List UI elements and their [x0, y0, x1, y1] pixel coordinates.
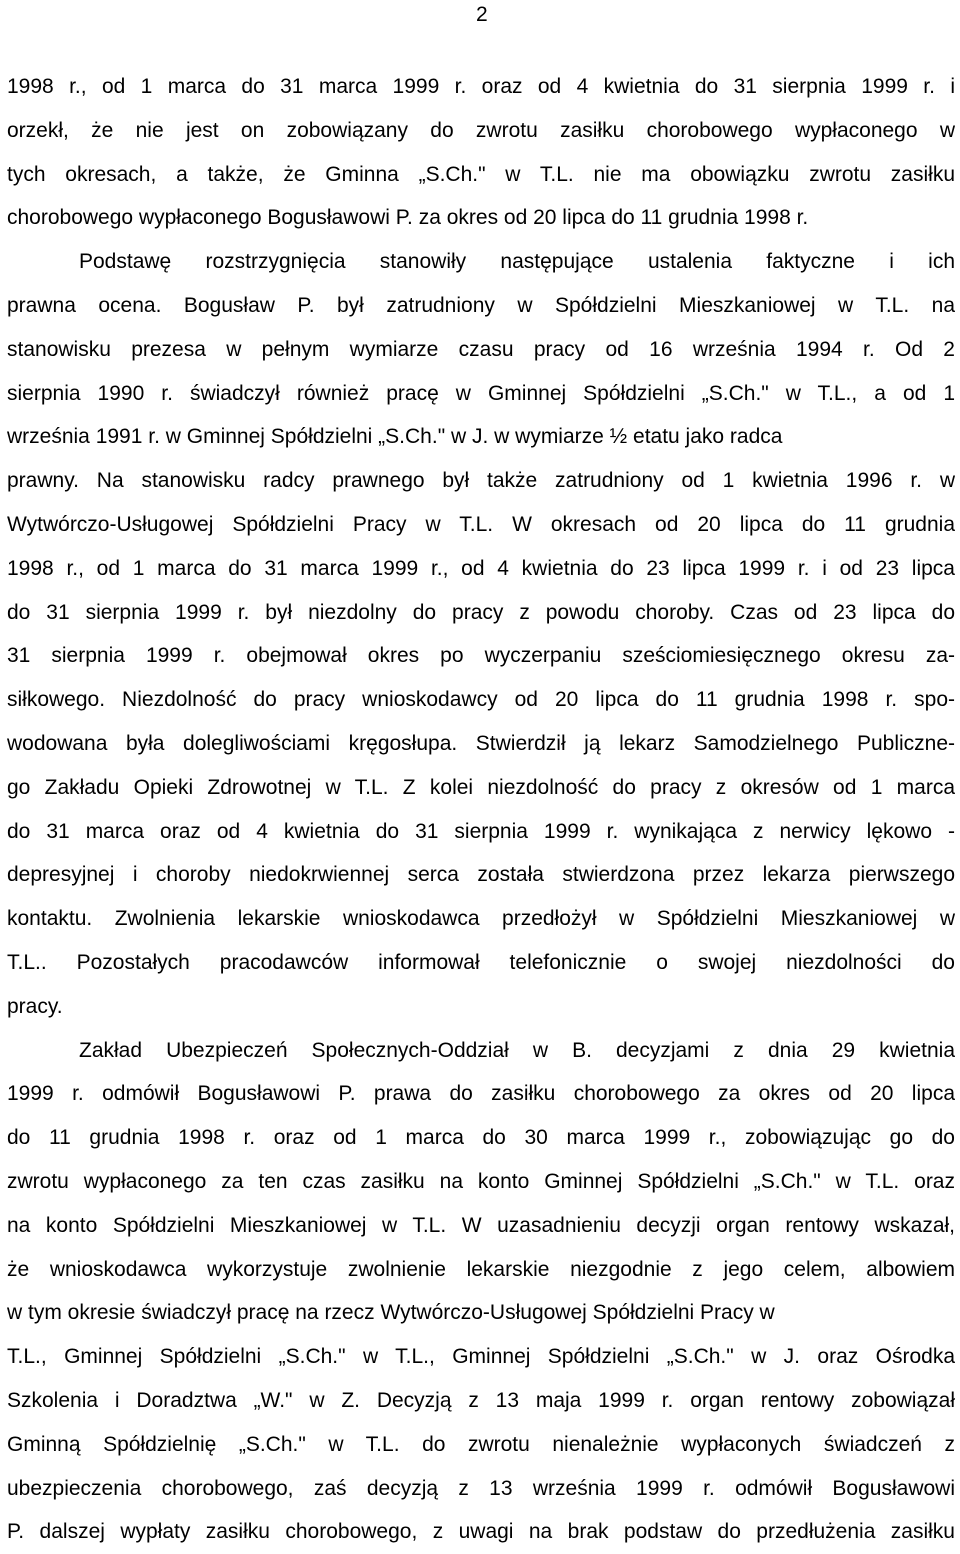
text-line: orzekł, że nie jest on zobowiązany do zwrotu zasiłku chorobowego wypłaconego w	[7, 118, 955, 142]
text-line: T.L., Gminnej Spółdzielni „S.Ch." w T.L., Gminnej Spółdzielni „S.Ch." w J. oraz Ośrodka	[7, 1345, 955, 1369]
text-line: 1999 r. odmówił Bogusławowi P. prawa do zasiłku chorobowego za okres od 20 lipca	[7, 1082, 955, 1106]
document-body	[7, 65, 955, 1554]
text-line: na konto Spółdzielni Mieszkaniowej w T.L. W uzasadnieniu decyzji organ rentowy wskazał,	[7, 1213, 955, 1237]
text-line: września 1991 r. w Gminnej Spółdzielni „S.Ch." w J. w wymiarze ½ etatu jako radca	[7, 425, 783, 449]
text-line: tych okresach, a także, że Gminna „S.Ch." w T.L. nie ma obowiązku zwrotu zasiłku	[7, 162, 955, 186]
text-line: 31 sierpnia 1999 r. obejmował okres po wyczerpaniu sześciomiesięcznego okresu za-	[7, 644, 955, 668]
text-line: go Zakładu Opieki Zdrowotnej w T.L. Z kolei niezdolność do pracy z okresów od 1 marca	[7, 775, 955, 799]
text-line: kontaktu. Zwolnienia lekarskie wnioskodawca przedłożył w Spółdzielni Mieszkaniowej w	[7, 907, 955, 931]
text-line: depresyjnej i choroby niedokrwiennej serca została stwierdzona przez lekarza pierwszego	[7, 863, 955, 887]
text-line: sierpnia 1990 r. świadczył również pracę w Gminnej Spółdzielni „S.Ch." w T.L., a od 1	[7, 381, 955, 405]
text-line: do 31 marca oraz od 4 kwietnia do 31 sierpnia 1999 r. wynikająca z nerwicy lękowo -	[7, 819, 955, 843]
text-line: Szkolenia i Doradztwa „W." w Z. Decyzją z 13 maja 1999 r. organ rentowy zobowiązał	[7, 1388, 955, 1412]
text-line: P. dalszej wypłaty zasiłku chorobowego, z uwagi na brak podstaw do przedłużenia zasiłku	[7, 1520, 955, 1544]
text-line: 1998 r., od 1 marca do 31 marca 1999 r., od 4 kwietnia do 23 lipca 1999 r. i od 23 lipca	[7, 556, 955, 580]
text-line: chorobowego wypłaconego Bogusławowi P. za okres od 20 lipca do 11 grudnia 1998 r.	[7, 206, 809, 230]
text-line: wodowana była dolegliwościami kręgosłupa. Stwierdził ją lekarz Samodzielnego Publiczne-	[7, 731, 955, 755]
text-line: siłkowego. Niezdolność do pracy wnioskodawcy od 20 lipca do 11 grudnia 1998 r. spo-	[7, 688, 955, 712]
text-line: stanowisku prezesa w pełnym wymiarze czasu pracy od 16 września 1994 r. Od 2	[7, 337, 955, 361]
text-line: Wytwórczo-Usługowej Spółdzielni Pracy w T.L. W okresach od 20 lipca do 11 grudnia	[7, 512, 955, 536]
text-line: że wnioskodawca wykorzystuje zwolnienie lekarskie niezgodnie z jego celem, albowiem	[7, 1257, 955, 1281]
text-line: T.L.. Pozostałych pracodawców informował telefonicznie o swojej niezdolności do	[7, 950, 955, 974]
text-line: pracy.	[7, 994, 63, 1018]
text-line: w tym okresie świadczył pracę na rzecz Wytwórczo-Usługowej Spółdzielni Pracy w	[7, 1301, 775, 1325]
text-line: ubezpieczenia chorobowego, zaś decyzją z 13 września 1999 r. odmówił Bogusławowi	[7, 1476, 955, 1500]
text-line: Zakład Ubezpieczeń Społecznych-Oddział w B. decyzjami z dnia 29 kwietnia	[79, 1038, 955, 1062]
text-line: zwrotu wypłaconego za ten czas zasiłku na konto Gminnej Spółdzielni „S.Ch." w T.L. oraz	[7, 1169, 955, 1193]
text-line: prawny. Na stanowisku radcy prawnego był także zatrudniony od 1 kwietnia 1996 r. w	[7, 469, 955, 493]
text-line: do 11 grudnia 1998 r. oraz od 1 marca do 30 marca 1999 r., zobowiązując go do	[7, 1126, 955, 1150]
page-number: 2	[476, 3, 488, 26]
text-line: 1998 r., od 1 marca do 31 marca 1999 r. oraz od 4 kwietnia do 31 sierpnia 1999 r. i	[7, 75, 955, 98]
text-line: Podstawę rozstrzygnięcia stanowiły następujące ustalenia faktyczne i ich	[79, 250, 955, 274]
text-line: prawna ocena. Bogusław P. był zatrudniony w Spółdzielni Mieszkaniowej w T.L. na	[7, 293, 955, 317]
text-line: do 31 sierpnia 1999 r. był niezdolny do pracy z powodu choroby. Czas od 23 lipca do	[7, 600, 955, 624]
text-line: Gminną Spółdzielnię „S.Ch." w T.L. do zwrotu nienależnie wypłaconych świadczeń z	[7, 1432, 955, 1456]
